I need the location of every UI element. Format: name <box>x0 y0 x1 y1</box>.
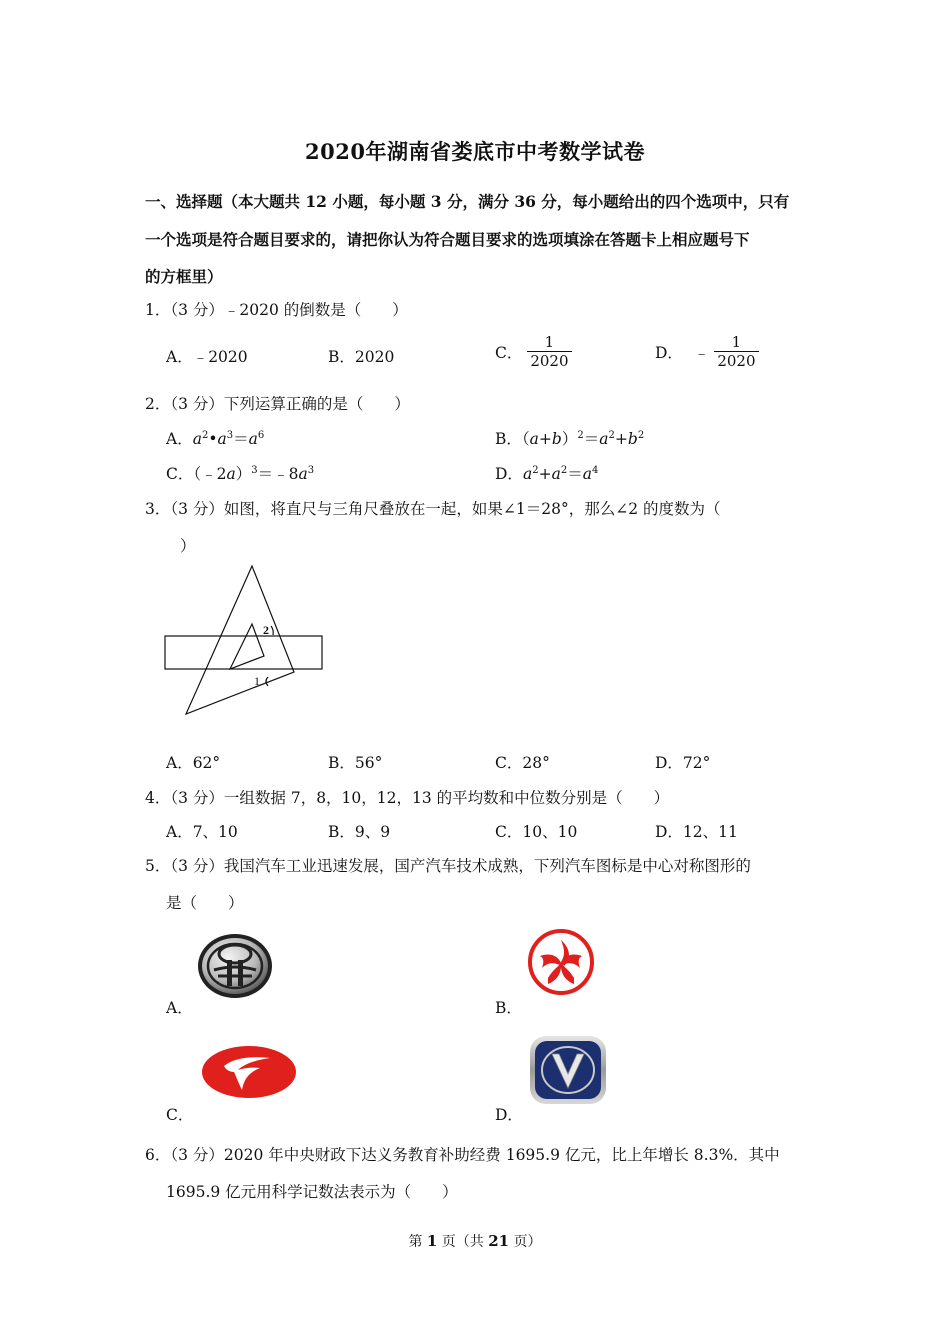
question-4-option-b: B．9、9 <box>328 823 391 841</box>
question-3-stem-line-2: ） <box>180 537 196 555</box>
angle-2-label: 2 <box>263 623 269 637</box>
question-6-stem-line-2: 1695.9 亿元用科学记数法表示为（ ） <box>166 1183 458 1201</box>
question-2-option-a: A．$a^2•a^3=a^6$ <box>166 429 265 448</box>
outer-triangle-shape <box>186 566 294 714</box>
question-3-option-d: D．72° <box>655 754 711 772</box>
page-title: 2020年湖南省娄底市中考数学试卷 <box>305 139 645 164</box>
fraction-c-numerator: 1 <box>544 333 555 351</box>
question-4-option-c: C．10、10 <box>495 823 578 841</box>
fraction-d-numerator: 1 <box>731 333 742 351</box>
footer-total-pages: 21 <box>488 1232 510 1250</box>
car-logo-d-image <box>528 1034 608 1106</box>
fraction-c <box>527 333 571 370</box>
car-logo-c-image <box>200 1044 298 1100</box>
angle-1-arc <box>266 677 268 686</box>
fraction-d-denominator: 2020 <box>714 351 758 370</box>
question-4-option-a: A．7、10 <box>166 823 238 841</box>
angle-2-arc <box>271 626 273 635</box>
question-1-option-d <box>655 333 759 370</box>
option-d-label: D． <box>655 343 683 362</box>
car-logo-a-image <box>196 932 274 1000</box>
section-heading-line-3: 的方框里） <box>145 267 223 286</box>
question-5-option-d: D． <box>495 1106 523 1124</box>
question-4-stem: 4．（3 分）一组数据 7，8，10，12，13 的平均数和中位数分别是（ ） <box>145 789 670 807</box>
question-3-option-b: B．56° <box>328 754 383 772</box>
question-2-option-d: D．$a^2+a^2=a^4$ <box>495 464 599 483</box>
footer-page-number: 1 <box>426 1232 438 1250</box>
question-3-option-c: C．28° <box>495 754 550 772</box>
fraction-c-denominator: 2020 <box>527 351 571 370</box>
option-c-label: C． <box>495 343 523 362</box>
question-5-option-c: C． <box>166 1106 194 1124</box>
section-heading-line-1: 一、选择题（本大题共 12 小题，每小题 3 分，满分 36 分，每小题给出的四个选项中，只有 <box>145 192 790 211</box>
question-5-stem-line-1: 5．（3 分）我国汽车工业迅速发展，国产汽车技术成熟，下列汽车图标是中心对称图形的 <box>145 857 751 875</box>
question-1-stem: 1．（3 分）﹣2020 的倒数是（ ） <box>145 301 408 319</box>
question-1-option-c <box>495 333 572 370</box>
footer-prefix: 第 <box>408 1234 427 1250</box>
question-5-option-a: A． <box>166 999 193 1017</box>
question-3-stem-line-1: 3．（3 分）如图，将直尺与三角尺叠放在一起，如果∠1＝28°，那么∠2 的度数为（ <box>145 500 721 518</box>
question-1-option-a: A．﹣2020 <box>166 348 248 366</box>
ruler-triangle-figure <box>160 560 330 720</box>
option-d-sign: ﹣ <box>693 343 710 362</box>
question-2-option-b: B．$(a+b)^2=a^2+b^2$ <box>495 429 645 448</box>
angle-1-label: 1 <box>254 674 260 688</box>
question-3-option-a: A．62° <box>166 754 221 772</box>
car-logo-b-image <box>526 928 596 996</box>
section-heading-line-2: 一个选项是符合题目要求的，请把你认为符合题目要求的选项填涂在答题卡上相应题号下 <box>145 230 750 249</box>
inner-triangle-shape <box>230 624 264 669</box>
question-2-stem: 2．（3 分）下列运算正确的是（ ） <box>145 395 410 413</box>
question-1-option-b: B．2020 <box>328 348 395 366</box>
footer-suffix: 页） <box>509 1234 542 1250</box>
question-5-stem-line-2: 是（ ） <box>166 894 244 912</box>
question-2-option-c: C．$(﹣2a)^3=﹣8a^3$ <box>166 464 315 483</box>
page-footer <box>0 1231 950 1251</box>
question-6-stem-line-1: 6．（3 分）2020 年中央财政下达义务教育补助经费 1695.9 亿元，比上年增长 8.3%．其中 <box>145 1146 780 1164</box>
footer-mid: 页（共 <box>437 1234 489 1250</box>
question-5-option-b: B． <box>495 999 522 1017</box>
fraction-d <box>714 333 758 370</box>
question-4-option-d: D．12、11 <box>655 823 738 841</box>
